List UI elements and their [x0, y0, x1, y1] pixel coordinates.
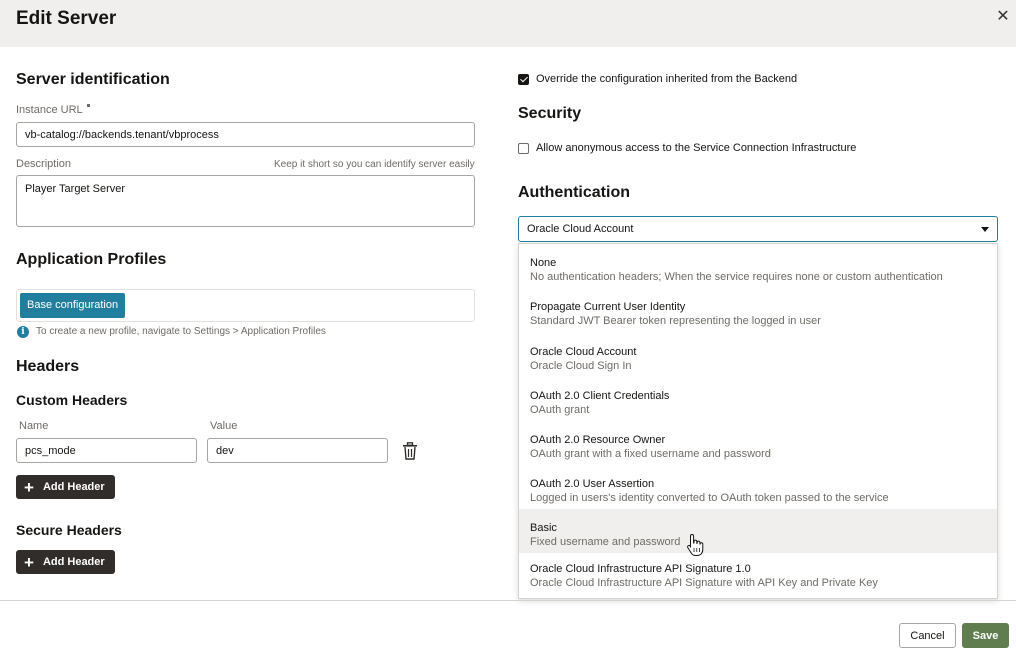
override-checkbox[interactable]	[518, 74, 529, 85]
instance-url-label: Instance URL	[16, 104, 90, 116]
dialog-title: Edit Server	[16, 8, 117, 29]
dialog-header	[0, 0, 1016, 47]
anonymous-access-label: Allow anonymous access to the Service Connection Infrastructure	[536, 142, 857, 154]
server-identification-heading: Server identification	[16, 71, 170, 88]
option-title: Propagate Current User Identity	[530, 301, 686, 313]
header-value-label: Value	[210, 420, 238, 432]
option-title: Oracle Cloud Infrastructure API Signature 1.0	[530, 563, 751, 575]
profiles-container	[16, 289, 475, 322]
headers-heading: Headers	[16, 358, 80, 375]
close-icon[interactable]: ✕	[996, 8, 1010, 25]
auth-option-basic[interactable]	[519, 509, 997, 553]
description-input[interactable]: Player Target Server	[16, 175, 475, 227]
instance-url-input[interactable]: vb-catalog://backends.tenant/vbprocess	[16, 122, 475, 147]
hand-cursor-icon	[686, 533, 704, 557]
security-heading: Security	[518, 105, 582, 122]
add-header-button[interactable]	[16, 475, 115, 499]
option-desc: Fixed username and password	[530, 536, 681, 548]
option-desc: No authentication headers; When the service requires none or custom authentication	[530, 271, 943, 283]
application-profiles-heading: Application Profiles	[16, 251, 167, 268]
authentication-heading: Authentication	[518, 184, 630, 201]
auth-option-oauth-resource-owner[interactable]	[519, 425, 997, 469]
option-title: None	[530, 257, 557, 269]
add-secure-header-button[interactable]	[16, 550, 115, 574]
auth-option-oauth-user-assertion[interactable]	[519, 469, 997, 513]
cancel-button[interactable]: Cancel	[899, 623, 956, 648]
base-configuration-chip[interactable]: Base configuration	[20, 293, 125, 318]
info-icon: i	[17, 326, 29, 338]
option-desc: OAuth grant	[530, 404, 590, 416]
auth-option-oauth-client-credentials[interactable]	[519, 381, 997, 425]
anonymous-access-checkbox[interactable]	[518, 143, 529, 154]
add-header-label: Add Header	[42, 481, 105, 493]
option-desc: Logged in users's identity converted to OAuth token passed to the service	[530, 492, 889, 504]
option-desc: Standard JWT Bearer token representing the logged in user	[530, 315, 821, 327]
authentication-select[interactable]	[518, 216, 998, 242]
header-value-input[interactable]: dev	[207, 438, 388, 463]
option-title: Basic	[530, 522, 557, 534]
secure-headers-heading: Secure Headers	[16, 522, 122, 538]
auth-option-oci-api-signature[interactable]	[519, 554, 997, 598]
auth-option-oracle-cloud-account[interactable]	[519, 337, 997, 381]
required-icon	[87, 104, 90, 107]
authentication-selected-value: Oracle Cloud Account	[527, 223, 634, 235]
authentication-dropdown	[518, 243, 998, 599]
custom-headers-heading: Custom Headers	[16, 392, 128, 408]
option-desc: OAuth grant with a fixed username and password	[530, 448, 771, 460]
header-name-input[interactable]: pcs_mode	[16, 438, 197, 463]
option-desc: Oracle Cloud Infrastructure API Signature with API Key and Private Key	[530, 577, 878, 589]
option-desc: Oracle Cloud Sign In	[530, 360, 632, 372]
caret-down-icon	[981, 227, 989, 232]
option-title: OAuth 2.0 Client Credentials	[530, 390, 670, 402]
plus-icon: +	[24, 477, 34, 497]
add-secure-header-label: Add Header	[42, 556, 105, 568]
auth-option-none[interactable]	[519, 248, 997, 292]
override-label: Override the configuration inherited from the Backend	[536, 73, 798, 85]
header-name-label: Name	[19, 420, 49, 432]
trash-icon[interactable]	[402, 442, 418, 460]
footer-divider	[0, 600, 1016, 601]
profiles-info-text: To create a new profile, navigate to Settings > Application Profiles	[36, 326, 326, 337]
option-title: OAuth 2.0 Resource Owner	[530, 434, 666, 446]
description-label: Description	[16, 158, 72, 170]
option-title: OAuth 2.0 User Assertion	[530, 478, 655, 490]
save-button[interactable]: Save	[962, 623, 1009, 648]
description-hint: Keep it short so you can identify server easily	[274, 159, 475, 170]
option-title: Oracle Cloud Account	[530, 346, 637, 358]
auth-option-propagate-identity[interactable]	[519, 292, 997, 336]
plus-icon: +	[24, 552, 34, 572]
